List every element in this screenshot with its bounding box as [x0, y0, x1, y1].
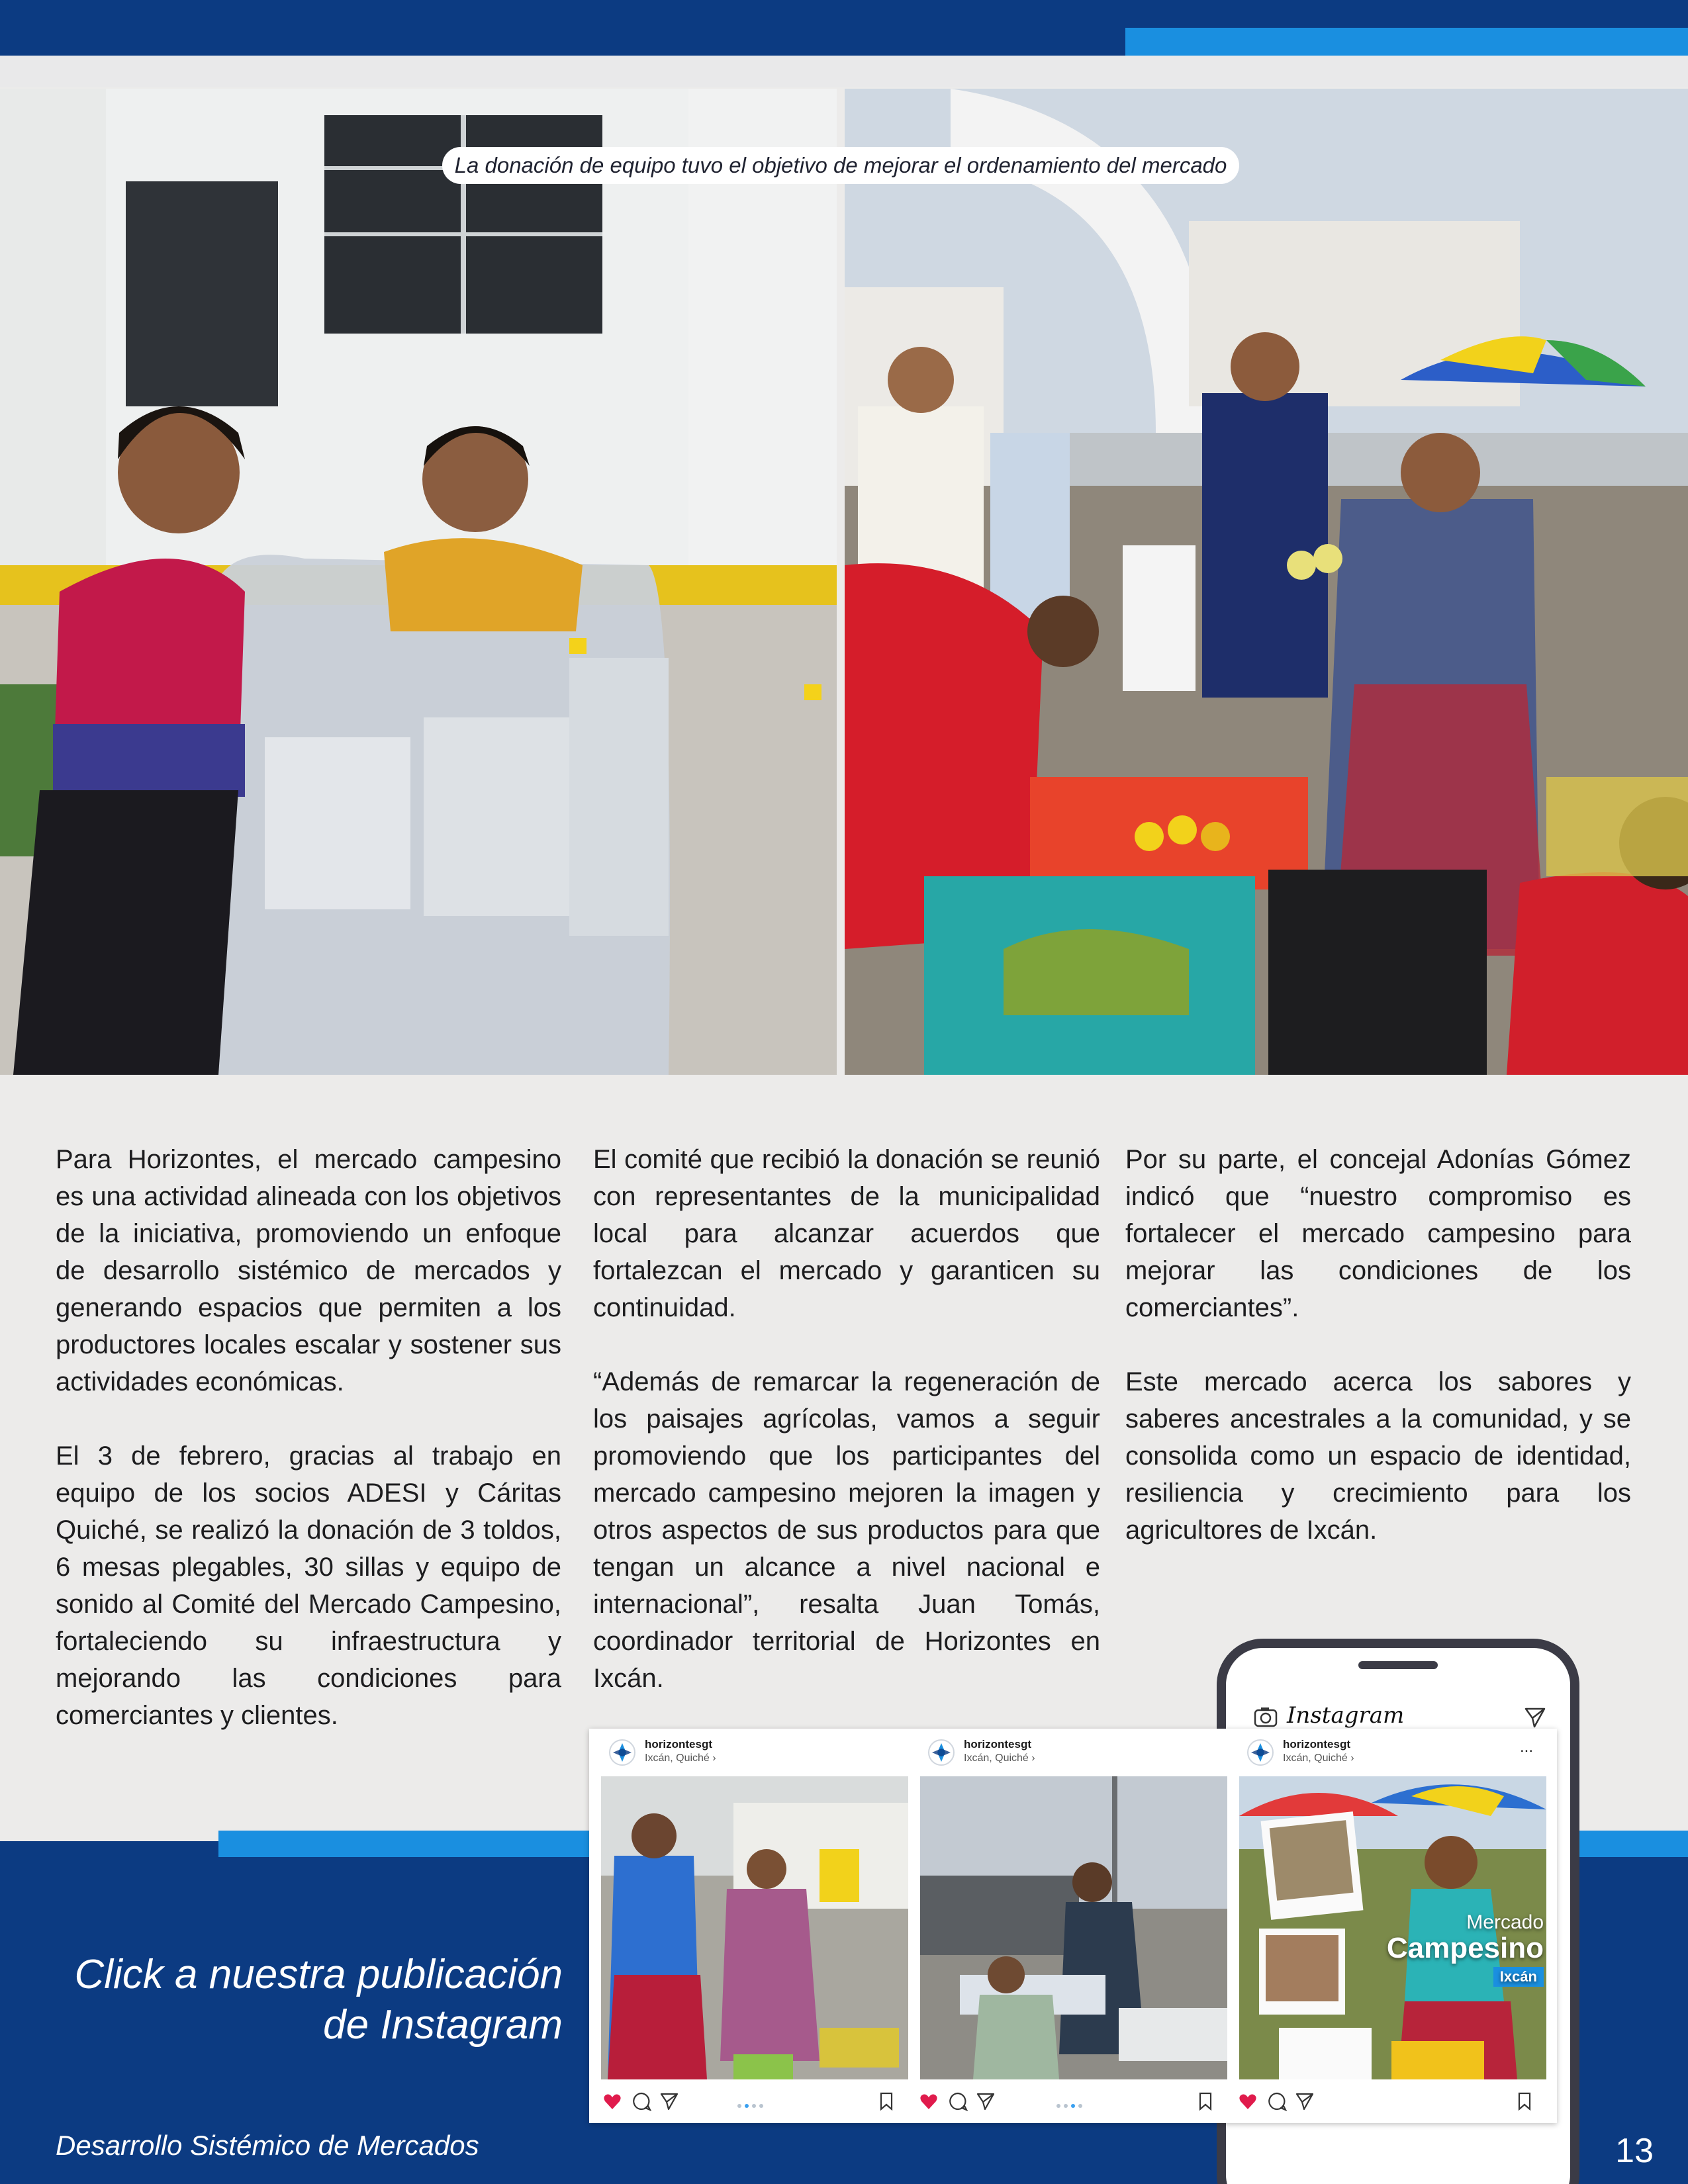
paragraph: Por su parte, el concejal Adonías Gómez indicó que “nuestro compromiso es fortalecer el mercado campesino para mejorar las condiciones de los comerciantes”.: [1125, 1145, 1631, 1322]
post-location[interactable]: Ixcán, Quiché ›: [645, 1752, 716, 1764]
footer-accent-bar-right: [1575, 1831, 1688, 1857]
page-number: 13: [1615, 2132, 1654, 2170]
section-title: Desarrollo Sistémico de Mercados: [56, 2130, 479, 2161]
share-icon[interactable]: [1295, 2091, 1315, 2111]
photo-caption: La donación de equipo tuvo el objetivo de mejorar el ordenamiento del mercado: [442, 147, 1239, 184]
instagram-post-1[interactable]: [589, 1729, 908, 2123]
instagram-post-3[interactable]: [1227, 1729, 1546, 2123]
carousel-dots: [737, 2099, 767, 2111]
article-column-1: [56, 1141, 561, 1771]
cta-line: Click a nuestra publicación: [74, 1952, 563, 1997]
header-strip: [0, 56, 1688, 87]
post-header: [589, 1729, 908, 1775]
overlay-line: Campesino: [1386, 1932, 1544, 1964]
post-actions: [1227, 2085, 1546, 2118]
carousel-dots: [1056, 2099, 1086, 2111]
share-icon[interactable]: [659, 2091, 679, 2111]
instagram-post-2[interactable]: [908, 1729, 1227, 2123]
post-image[interactable]: [601, 1776, 908, 2079]
paragraph: El 3 de febrero, gracias al trabajo en equipo de los socios ADESI y Cáritas Quiché, se realizó la donación de 3 toldos, 6 mesas plegables, 30 sillas y equipo de sonido al Comité del Mercado Campesino, fortaleciendo su infraestructura y mejorando las condiciones para comerciantes y clientes.: [56, 1441, 561, 1730]
overlay-badge: Ixcán: [1493, 1967, 1544, 1987]
bookmark-icon[interactable]: [1196, 2091, 1215, 2111]
paragraph: Para Horizontes, el mercado campesino es una actividad alineada con los objetivos de la iniciativa, promoviendo un enfoque de desarrollo sistémico de mercados y generando espacios que permiten a los productores locales escalar y sostener sus actividades económicas.: [56, 1145, 561, 1396]
comment-icon[interactable]: [1267, 2091, 1287, 2111]
post-header: [1227, 1729, 1546, 1775]
instagram-carousel[interactable]: [589, 1729, 1557, 2123]
post-location[interactable]: Ixcán, Quiché ›: [964, 1752, 1035, 1764]
paragraph: El comité que recibió la donación se reunió con representantes de la municipalidad local para alcanzar acuerdos que fortalezcan el mercado y garanticen su continuidad.: [593, 1145, 1100, 1322]
post-actions: [908, 2085, 1227, 2118]
camera-icon[interactable]: [1254, 1706, 1278, 1727]
heart-icon[interactable]: [602, 2091, 622, 2111]
cta-line: de Instagram: [323, 2002, 563, 2048]
instagram-cta[interactable]: [40, 1950, 563, 2050]
paragraph: “Además de remarcar la regeneración de los paisajes agrícolas, vamos a seguir promoviendo que los participantes del mercado campesino mejoren la imagen y otros aspectos de sus productos para que tengan un alcance a nivel nacional e internacional”, resalta Juan Tomás, coordinador territorial de Horizontes en Ixcán.: [593, 1367, 1100, 1693]
comment-icon[interactable]: [632, 2091, 651, 2111]
article-column-2: [593, 1141, 1100, 1734]
top-accent-bar: [1125, 28, 1688, 56]
post-username[interactable]: horizontesgt: [1283, 1738, 1350, 1751]
post-image[interactable]: [920, 1776, 1227, 2079]
post-overlay-title: [1345, 1911, 1544, 1987]
paragraph: Este mercado acerca los sabores y saberes ancestrales a la comunidad, y se consolida como un espacio de identidad, resiliencia y crecimiento para los agricultores de Ixcán.: [1125, 1367, 1631, 1545]
heart-icon[interactable]: [919, 2091, 939, 2111]
post-header: [908, 1729, 1227, 1775]
overlay-line: Mercado: [1466, 1911, 1544, 1933]
post-username[interactable]: horizontesgt: [964, 1738, 1031, 1751]
post-image[interactable]: [1239, 1776, 1546, 2079]
comment-icon[interactable]: [948, 2091, 968, 2111]
more-options-icon[interactable]: ...: [1519, 1738, 1533, 1756]
post-username[interactable]: horizontesgt: [645, 1738, 712, 1751]
instagram-logo: Instagram: [1287, 1702, 1405, 1729]
bookmark-icon[interactable]: [1515, 2091, 1534, 2111]
post-actions: [589, 2085, 908, 2118]
bookmark-icon[interactable]: [876, 2091, 896, 2111]
phone-speaker: [1358, 1661, 1438, 1669]
post-location[interactable]: Ixcán, Quiché ›: [1283, 1752, 1354, 1764]
article-column-3: [1125, 1141, 1631, 1586]
avatar[interactable]: [1247, 1739, 1274, 1766]
heart-icon[interactable]: [1238, 2091, 1258, 2111]
photo-market-scene: [845, 89, 1688, 1075]
send-icon[interactable]: [1524, 1706, 1546, 1729]
avatar[interactable]: [928, 1739, 955, 1766]
photo-donation-chairs: [0, 89, 837, 1075]
avatar[interactable]: [609, 1739, 635, 1766]
share-icon[interactable]: [976, 2091, 996, 2111]
